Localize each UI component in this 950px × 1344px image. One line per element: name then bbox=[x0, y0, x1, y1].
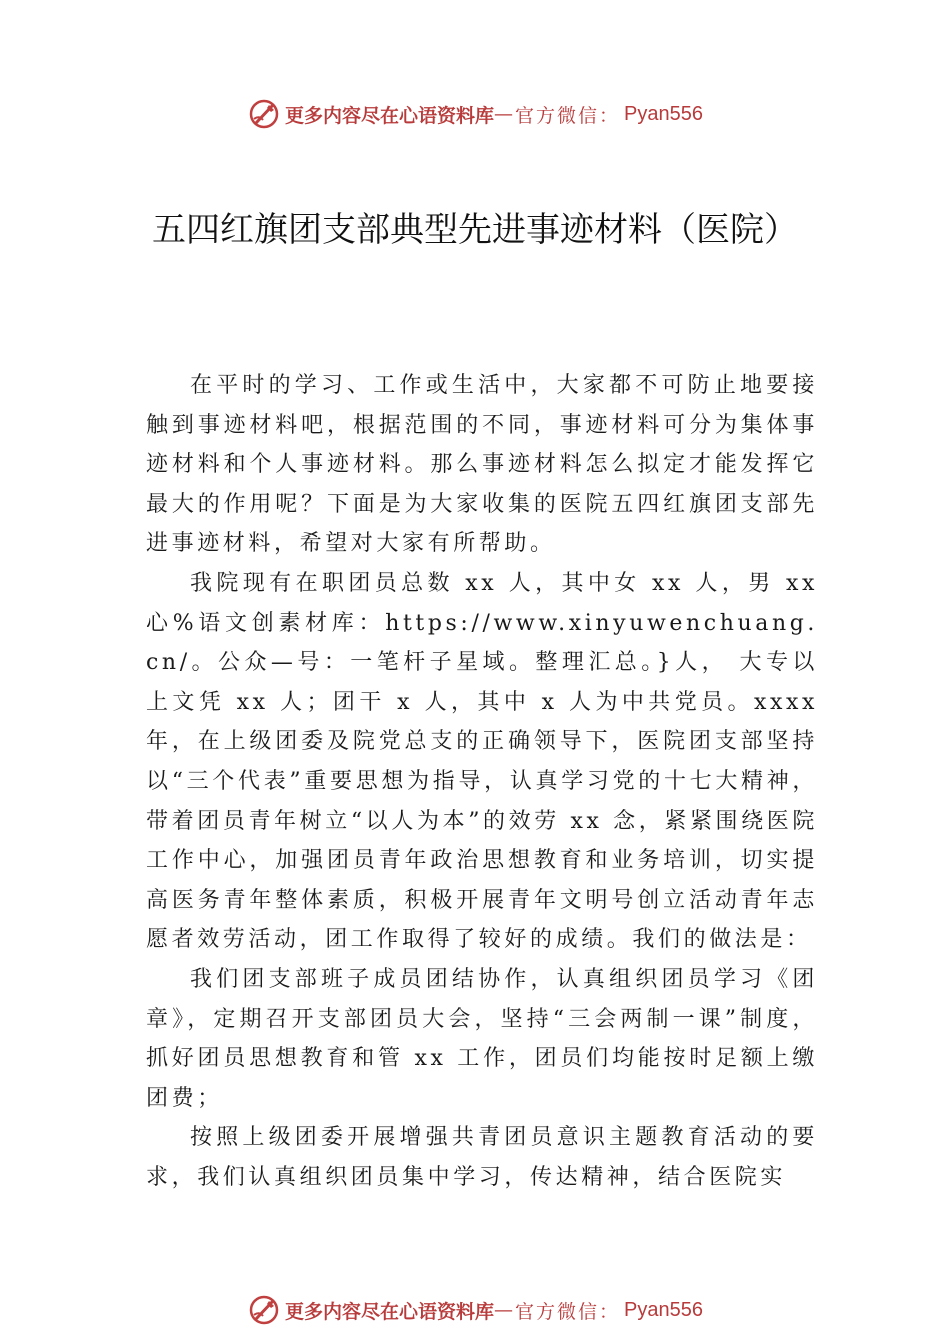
watermark-sub-text: 官方微信： bbox=[515, 1300, 621, 1323]
watermark-banner-bottom bbox=[0, 1290, 950, 1330]
pen-logo-icon bbox=[247, 97, 281, 131]
paragraph-3: 我们团支部班子成员团结协作，认真组织团员学习《团章》，定期召开支部团员大会，坚持“三会两制一课”制度，抓好团员思想教育和管 xx 工作，团员们均能按时足额上缴团费； bbox=[146, 966, 818, 1111]
watermark-dash: — bbox=[494, 103, 516, 125]
document-body bbox=[146, 366, 818, 1197]
watermark-sub-text: 官方微信： bbox=[515, 104, 621, 127]
watermark-dash: — bbox=[494, 1299, 516, 1321]
watermark-id: Pyan556 bbox=[624, 1298, 703, 1321]
paragraph-1: 在平时的学习、工作或生活中，大家都不可防止地要接触到事迹材料吧，根据范围的不同，事迹材料可分为集体事迹材料和个人事迹材料。那么事迹材料怎么拟定才能发挥它最大的作用呢？下面是为大家收集的医院五四红旗团支部先进事迹材料，希望对大家有所帮助。 bbox=[146, 373, 818, 557]
watermark-main-text: 更多内容尽在心语资料库 bbox=[285, 104, 495, 127]
watermark-banner-top bbox=[0, 94, 950, 134]
paragraph-4: 按照上级团委开展增强共青团员意识主题教育活动的要求，我们认真组织团员集中学习，传达精神，结合医院实 bbox=[146, 1125, 818, 1190]
watermark-main-text: 更多内容尽在心语资料库 bbox=[285, 1300, 495, 1323]
pen-logo-icon bbox=[247, 1293, 281, 1327]
document-title: 五四红旗团支部典型先进事迹材料（医院） bbox=[152, 210, 798, 250]
paragraph-2: 我院现有在职团员总数 xx 人，其中女 xx 人，男 xx 心%语文创素材库：https://www.xinyuwenchuang.cn/。公众—号：一笔杆子星域。整理汇总。}人， 大专以上文凭 xx 人；团干 x 人，其中 x 人为中共党员。xxxx 年，在上级团委及院党总支的正确领导下，医院团支部坚持以“三个代表”重要思想为指导，认真学习党的十七大精神， 带着团员青年树立“以人为本”的效劳 xx 念，紧紧围绕医院工作中心，加强团员青年政治思想教育和业务培训，切实提高医务青年整体素质，积极开展青年文明号创立活动青年志愿者效劳活动，团工作取得了较好的成绩。我们的做法是： bbox=[146, 570, 818, 953]
watermark-id: Pyan556 bbox=[624, 102, 703, 125]
